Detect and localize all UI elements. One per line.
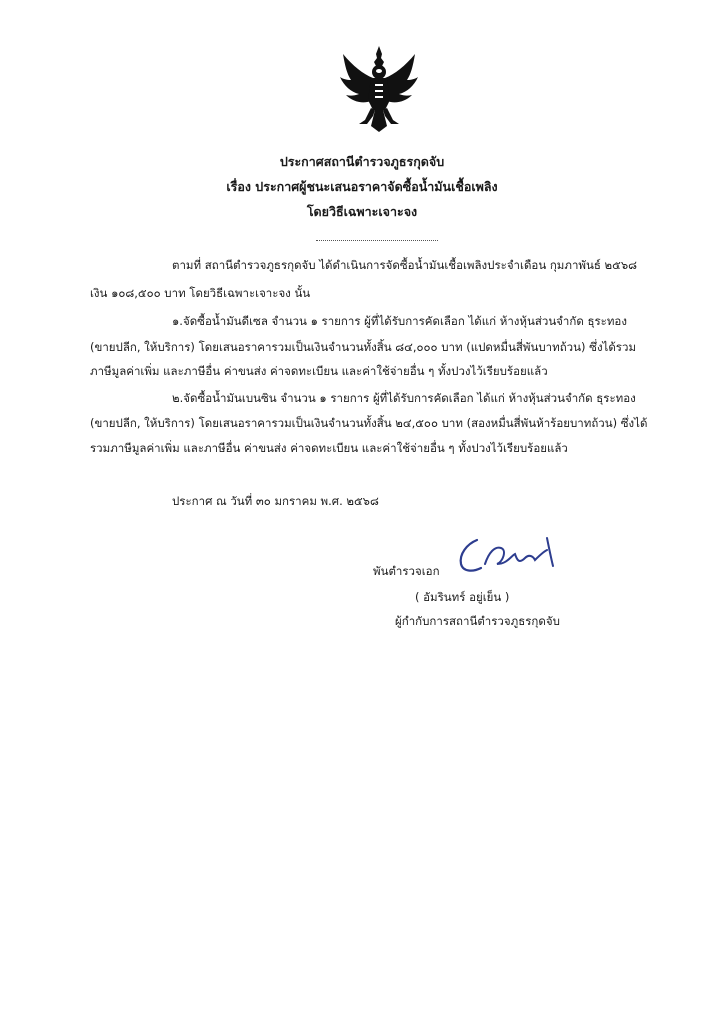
item1-line-2: (ขายปลีก, ให้บริการ) โดยเสนอราคารวมเป็นเงินจำนวนทั้งสิ้น ๘๔,๐๐๐ บาท (แปดหมื่นสี่พันบาทถ้วน) ซึ่งได้รวม: [90, 340, 637, 354]
item2-line-1: ๒.จัดซื้อน้ำมันเบนซิน จำนวน ๑ รายการ ผู้ที่ได้รับการคัดเลือก ได้แก่ ห้างหุ้นส่วนจำกัด ธุระทอง: [172, 391, 636, 405]
item2-line-2: (ขายปลีก, ให้บริการ) โดยเสนอราคารวมเป็นเงินจำนวนทั้งสิ้น ๒๔,๕๐๐ บาท (สองหมื่นสี่พันห้าร้อยบาทถ้วน) ซึ่งได้: [90, 416, 648, 430]
announcement-date: ประกาศ ณ วันที่ ๓๐ มกราคม พ.ศ. ๒๕๖๘: [172, 494, 379, 508]
item1-line-1: ๑.จัดซื้อน้ำมันดีเซล จำนวน ๑ รายการ ผู้ที่ได้รับการคัดเลือก ได้แก่ ห้างหุ้นส่วนจำกัด ธุระทอง: [172, 314, 627, 328]
garuda-emblem-icon: [337, 44, 421, 134]
document-method: โดยวิธีเฉพาะเจาะจง: [306, 204, 418, 219]
signer-rank: พันตำรวจเอก: [373, 564, 440, 578]
document-subject: เรื่อง ประกาศผู้ชนะเสนอราคาจัดซื้อน้ำมันเชื้อเพลิง: [226, 179, 498, 194]
title-divider: [316, 240, 438, 241]
handwritten-signature: [455, 530, 565, 580]
intro-line-1: ตามที่ สถานีตำรวจภูธรกุดจับ ได้ดำเนินการจัดซื้อน้ำมันเชื้อเพลิงประจำเดือน กุมภาพันธ์ ๒๕๖๘: [172, 258, 637, 272]
item1-line-3: ภาษีมูลค่าเพิ่ม และภาษีอื่น ค่าขนส่ง ค่าจดทะเบียน และค่าใช้จ่ายอื่น ๆ ทั้งปวงไว้เรียบร้อยแล้ว: [90, 364, 548, 378]
item2-line-3: รวมภาษีมูลค่าเพิ่ม และภาษีอื่น ค่าขนส่ง ค่าจดทะเบียน และค่าใช้จ่ายอื่น ๆ ทั้งปวงไว้เรียบร้อยแล้ว: [90, 441, 568, 455]
document-title: ประกาศสถานีตำรวจภูธรกุดจับ: [279, 154, 445, 169]
intro-line-2: เงิน ๑๐๘,๕๐๐ บาท โดยวิธีเฉพาะเจาะจง นั้น: [90, 286, 311, 300]
signer-name: ( อัมรินทร์ อยู่เย็น ): [415, 590, 510, 604]
signer-position: ผู้กำกับการสถานีตำรวจภูธรกุดจับ: [395, 614, 560, 628]
